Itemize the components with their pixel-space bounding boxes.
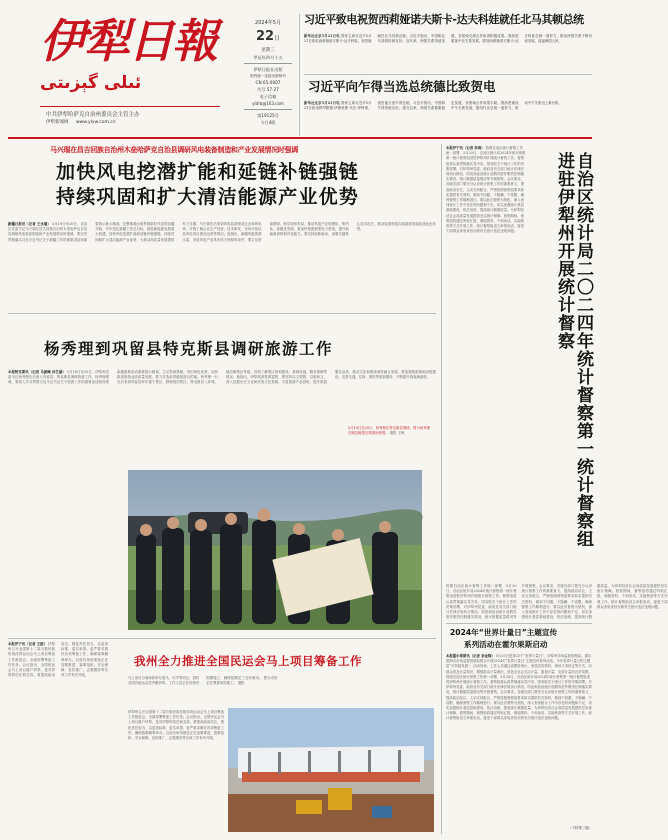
feature-lead: 新疆日报讯（记者 王永瑞） xyxy=(8,222,51,226)
story2-title[interactable]: 杨秀理到巩留县特克斯县调研旅游工作 xyxy=(44,340,334,358)
sidebar-title[interactable]: 自治区统计局二〇二四年统计督察第一统计督察组进驻伊犁州开展统计督察 xyxy=(554,152,593,548)
story3-photo-author: 摄影 xyxy=(237,681,245,686)
issue-info xyxy=(240,20,296,126)
story3-right-body xyxy=(128,676,434,706)
sidebar-lead: 本报伊宁讯（记者 李海） xyxy=(446,146,485,150)
issue-cn-code: 国内统一连续出版物号 xyxy=(250,74,286,78)
story3-left-body xyxy=(8,642,108,830)
top-news-1-lead: 新华社北京5月21日电 xyxy=(304,34,340,38)
story3-photo-credit: 图为市民正在观看场馆施工。 xyxy=(206,676,278,686)
issue-cn-label: 伊犁日报社出版 xyxy=(253,67,283,72)
issue-cn: CN 65-0007 xyxy=(255,80,281,85)
top-news-2-text: 国家主席习近平5月21日致电穆罕默德·伊德里斯·代比·伊特诺，祝贺他当选乍得总统。习近平指出，中国和乍得传统友好。建交以来，两国关系健康稳定发展，各领域合作成果丰硕。我高度重视中乍关系发展，愿同代比总统一道努力，推动中乍关系迈上新台阶。 xyxy=(304,101,562,111)
top-news-separator xyxy=(304,74,592,75)
feature-kicker: 马兴瑞在昌吉回族自治州木垒哈萨克自治县调研风电装备制造和产业发展情况时强调 xyxy=(50,145,298,154)
story2-caption-box xyxy=(348,426,430,468)
top-news-1-text: 国家主席习近平5月21日致电西莉娅诺夫斯卡-达夫科娃，祝贺她就任北马其顿总统。习近平指出，中国和北马其顿传统友好，近年来，两国关系持续发展，各领域交流合作取得积极成果。我高度重视中北关系发展，愿同西莉娅诺夫斯卡-达夫科娃总统一道努力，推动两国关系不断向前发展，造福两国人民。 xyxy=(304,34,592,44)
top-news-1-headline[interactable]: 习近平致电祝贺西莉娅诺夫斯卡-达夫科娃就任北马其顿总统 xyxy=(304,13,584,26)
box-separator xyxy=(446,623,592,624)
story3-side-body: 伊犁州召开全国第十二届少数民族传统体育运动会马上项目筹备工作推进会，全面部署筹备工作任务。会议指出，全国民运会马上项目落户伊犁，是对伊犁的信任和支持。要提高政治站位，强化责任担当，以更高标准、更实举措、更严要求做好各项筹备工作，确保赛事顺利举办。目前各场馆建设正在加紧推进，赛事组织、安全保障、宣传推广、志愿服务等各项工作有序开展。 xyxy=(128,710,224,741)
box-body xyxy=(446,654,592,826)
issue-day: 22 xyxy=(255,29,275,44)
box-text: 5月20日是第25个“世界计量日”，伊犁州市场监督管理局、霍尔果斯市市场监督管理局联合开展2024年“世界计量日”主题宣传系列活动。今年世界计量日的主题是“可持续发展”。活动现场，工作人员通过设置咨询台、发放宣传资料、现场义务检定等方式，向群众普及计量知识，增强群众计量意识，营造全社会关注计量、重视计量、支持计量的良好氛围。 xyxy=(446,654,592,674)
box-lead: 本报霍尔果斯讯（记者 李金锋） xyxy=(446,654,495,658)
publisher-site-line xyxy=(46,119,116,125)
feature-separator xyxy=(8,313,436,314)
issue-date: 2024年5月 xyxy=(255,20,281,26)
story2-separator xyxy=(8,638,436,639)
issue-pages: 今日4版 xyxy=(260,120,276,125)
feature-title-2[interactable]: 持续巩固和扩大清洁能源产业优势 xyxy=(56,186,360,208)
sidebar-body xyxy=(446,146,526,584)
masthead-uyghur-title: ئىلى گېزىتى xyxy=(40,73,142,93)
issue-serial: 第19125号 xyxy=(257,113,279,118)
story2-photo-art xyxy=(128,470,422,630)
story3-side-text xyxy=(128,710,224,832)
sidebar-text: 按照自治区统计督察工作统一部署，5月20日，自治区统计局2024年统计督察第一统计督察组进驻伊犁州开展统计督察工作。督察组将认真贯彻落实党中央、国务院关于统计工作的决策部署，对伊犁州党委、政府及有关部门统计法律法规执行情况、防范和惩治统计造假弄虚作假责任制落实情况、统计数据质量情况等开展督察。会议要求，各级各部门要充分认识统计督察工作的重要意义，提高政治站位，主动支持配合，严格按照督察组要求如实提供有关资料，做到不回避、不隐瞒、不设限，确保督察工作顺利进行。要以此次督察为契机，深入查找统计工作中存在的问题和不足，切实加强统计基层基础建设，依法治统，提高统计数据质量，为伊犁经济社会高质量发展提供坚实统计保障。督察期间，督察组将通过听取汇报、调阅资料、个别谈话、实地核查等方式开展工作。统计督察组设立举报电话，接受干部群众来电来信反映有关统计违法违规问题。 xyxy=(446,146,526,234)
story2-credit: 王枫 xyxy=(397,431,405,436)
story2-text: 5月18日至20日，伊犁州党委书记杨秀理先后深入巩留县、特克斯县调研旅游工作。杨秀理强调，要深入学习贯彻习近平总书记关于旅游工作的重要论述和视察新疆重要讲话重要指示精神，立足资源禀赋，突出特色优势，加快推进旅游业高质量发展，着力打造世界级旅游目的地。杨秀理一行先后来到巩留县库尔德宁景区、野核桃沟景区，特克斯县八卦城、喀拉峻景区等地，详细了解景区规划建设、基础设施、服务保障等情况。他指出，伊犁旅游资源富集，要坚持以文塑旅、以旅彰文，深入挖掘历史文化和民俗文化资源，丰富旅游产品供给，提升旅游服务品质，推动文化和旅游深度融合发展。要加强旅游基础设施建设，完善交通、住宿、餐饮等配套服务，不断提升游客满意度。 xyxy=(8,370,436,385)
issue-divider xyxy=(299,14,300,136)
feature-title-1[interactable]: 加快风电挖潜扩能和延链补链强链 xyxy=(56,161,360,183)
story3-lead: 本报伊宁讯（记者 王振） xyxy=(8,642,48,646)
publisher-line: 中共伊犁哈萨克自治州委员会主管主办 xyxy=(46,112,140,118)
masthead-title: 伊犁日報 xyxy=(40,14,216,68)
site-url[interactable]: www.ylxw.com.cn xyxy=(75,120,116,125)
top-news-2-lead: 新华社北京5月21日电 xyxy=(304,101,340,105)
sidebar-bottom-body xyxy=(446,584,668,622)
sidebar-bottom-text: 按照自治区统计督察工作统一部署，5月20日，自治区统计局2024年统计督察第一统计督察组进驻伊犁州开展统计督察工作。督察组将认真贯彻落实党中央、国务院关于统计工作的决策部署，对伊犁州党委、政府及有关部门统计法律法规执行情况、防范和惩治统计造假弄虚作假责任制落实情况、统计数据质量情况等开展督察。会议要求，各级各部门要充分认识统计督察工作的重要意义，提高政治站位，主动支持配合，严格按照督察组要求如实提供有关资料，做到不回避、不隐瞒、不设限，确保督察工作顺利进行。要以此次督察为契机，深入查找统计工作中存在的问题和不足，切实加强统计基层基础建设，依法治统，提高统计数据质量，为伊犁经济社会高质量发展提供坚实统计保障。督察期间，督察组将通过听取汇报、调阅资料、个别谈话、实地核查等方式开展工作。统计督察组设立举报电话，接受干部群众来电来信反映有关统计违法违规问题。 xyxy=(446,584,668,620)
feature-text: 5月19日至20日，自治区党委书记马兴瑞在昌吉回族自治州木垒哈萨克自治县调研风电装备制造和产业发展情况时强调，要坚决贯彻落实习近平总书记关于新疆工作的重要讲话和重要指示批示精神，完整准确全面贯彻新时代党的治疆方略，牢牢扭住新疆工作总目标，抢抓新能源发展重大机遇，加快风电挖潜扩能和延链补链强链，持续巩固和扩大清洁能源产业优势，为推动高质量发展提供有力支撑。马兴瑞先后来到风电装备制造企业和风电场，详细了解企业生产经营、技术研发、市场开拓以及风电项目建设运营等情况。他指出，新疆风能资源丰富，发展风电产业具有得天独厚的条件，要立足资源禀赋，科学规划布局，推动风电产业规模化、集约化、高端化发展。要加快构建新型电力系统，提升新能源消纳和外送能力。要坚持创新驱动，加强关键核心技术攻关，推动装备制造向高端化智能化绿色化转型。 xyxy=(8,222,436,242)
publisher-name: 伊犁新闻网 xyxy=(46,120,69,125)
box-title-2[interactable]: 系列活动在霍尔果斯启动 xyxy=(464,640,548,649)
masthead-rule xyxy=(8,137,592,139)
feature-body xyxy=(8,222,436,310)
top-news-1 xyxy=(304,12,592,60)
issue-day-unit: 日 xyxy=(274,35,281,42)
top-news-2-body xyxy=(304,101,592,127)
story3-text: 伊犁州召开全国第十二届少数民族传统体育运动会马上项目筹备工作推进会，全面部署筹备工作任务。会议指出，全国民运会马上项目落户伊犁，是对伊犁的信任和支持。要提高政治站位，强化责任担当，以更高标准、更实举措、更严要求做好各项筹备工作，确保赛事顺利举办。目前各场馆建设正在加紧推进，赛事组织、安全保障、宣传推广、志愿服务等各项工作有序开展。 xyxy=(8,642,108,678)
story3-photo xyxy=(228,708,434,832)
right-column-divider xyxy=(441,144,442,834)
issue-lunar: 甲辰年四月十五 xyxy=(253,55,283,60)
top-news-1-body xyxy=(304,34,592,60)
issue-email-label: 电子信箱 xyxy=(259,94,277,99)
masthead-underline xyxy=(40,106,220,107)
top-news-2-headline[interactable]: 习近平向乍得当选总统德比致贺电 xyxy=(308,79,496,94)
jump-line[interactable]: （下转第三版） xyxy=(568,826,592,830)
story2-photo xyxy=(128,470,422,630)
story3-photo-art xyxy=(228,708,434,832)
issue-email[interactable]: yldrb@163.com xyxy=(252,101,284,106)
story3-title[interactable]: 我州全力推进全国民运会马上项目筹备工作 xyxy=(134,654,362,668)
box-title-1[interactable]: 2024年“世界计量日”主题宣传 xyxy=(450,628,558,637)
story2-lead: 本报特克斯讯（记者 马振峰 孙艺涵） xyxy=(8,370,66,374)
issue-weekday: 星期三 xyxy=(261,48,275,53)
top-news-2 xyxy=(304,78,592,127)
story3-text2: 马上项目分赛场将举办赛马、叼羊等项目，届时全国各地运动员齐聚伊犁。工作人员正在场馆内抓紧施工，确保按期完工交付使用。 xyxy=(128,676,263,686)
story2-caption-credit: 摄影 xyxy=(389,431,397,436)
story2-caption: 5月19日至20日，杨秀理在特克斯县调研。图为杨秀理在喀拉峻景区察看规划图。 xyxy=(348,426,430,436)
box-text-repeat: 按照自治区统计督察工作统一部署，5月20日，自治区统计局2024年统计督察第一统计督察组进驻伊犁州开展统计督察工作。督察组将认真贯彻落实党中央、国务院关于统计工作的决策部署，对伊犁州党委、政府及有关部门统计法律法规执行情况、防范和惩治统计造假弄虚作假责任制落实情况、统计数据质量情况等开展督察。会议要求，各级各部门要充分认识统计督察工作的重要意义，提高政治站位，主动支持配合，严格按照督察组要求如实提供有关资料，做到不回避、不隐瞒、不设限，确保督察工作顺利进行。要以此次督察为契机，深入查找统计工作中存在的问题和不足，切实加强统计基层基础建设，依法治统，提高统计数据质量，为伊犁经济社会高质量发展提供坚实统计保障。督察期间，督察组将通过听取汇报、调阅资料、个别谈话、实地核查等方式开展工作。统计督察组设立举报电话，接受干部群众来电来信反映有关统计违法违规问题。 xyxy=(446,674,592,721)
issue-postal: 代号 57-27 xyxy=(257,87,279,92)
masthead xyxy=(40,12,232,134)
